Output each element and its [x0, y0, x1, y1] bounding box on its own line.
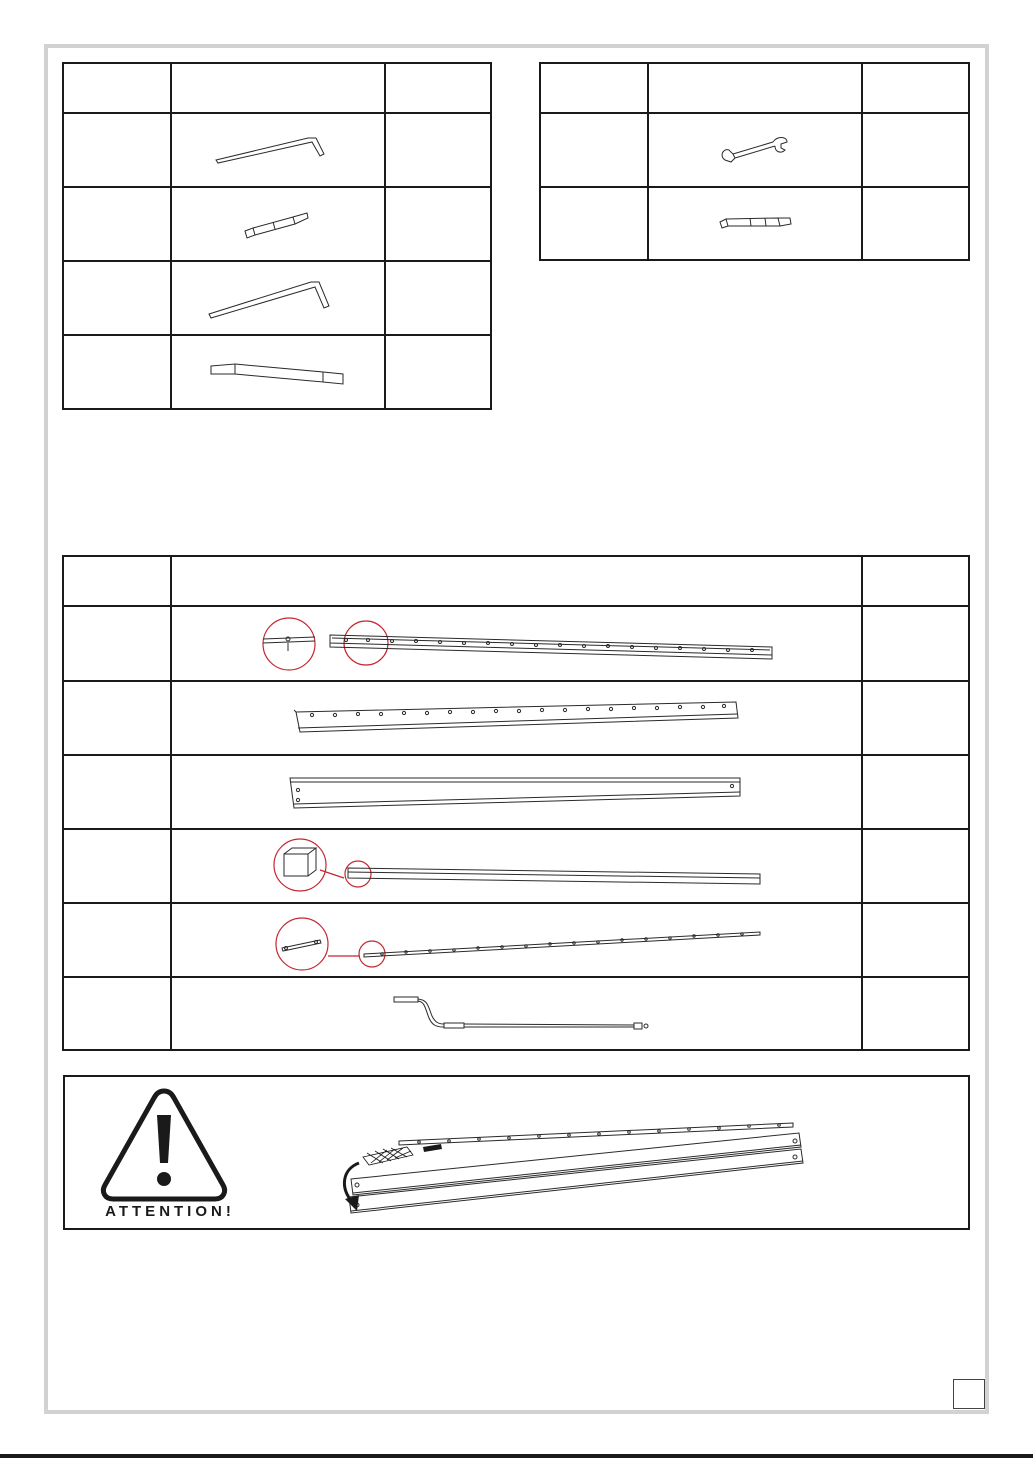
open-end-wrench-icon — [715, 130, 795, 170]
table-row — [541, 186, 968, 261]
socket-bar-icon — [203, 356, 353, 390]
tools-table-right — [539, 62, 970, 261]
parts-table — [62, 555, 970, 1051]
long-allen-key-icon — [203, 274, 353, 322]
table-row — [64, 680, 968, 754]
table-row — [64, 976, 968, 1051]
table-row — [64, 605, 968, 680]
table-header-row — [64, 557, 968, 607]
table-row — [541, 112, 968, 186]
screwdriver-bit-icon — [710, 210, 800, 240]
table-row — [64, 334, 490, 410]
attention-panel — [63, 1075, 970, 1230]
table-row — [64, 754, 968, 828]
attention-label: ATTENTION! — [105, 1203, 235, 1220]
assembly-illustration — [323, 1107, 883, 1227]
tools-table-left — [62, 62, 492, 410]
table-row — [64, 112, 490, 186]
plain-rail-icon — [172, 756, 861, 828]
bottom-rule — [0, 1454, 1033, 1458]
hex-bit-adapter-icon — [233, 207, 323, 241]
square-tube-rail-icon — [172, 830, 861, 902]
allen-key-icon — [208, 130, 348, 170]
perforated-channel-rail-icon — [172, 607, 861, 680]
thin-perforated-rod-icon — [172, 904, 861, 976]
perforated-rail-icon — [172, 682, 861, 754]
table-row — [64, 828, 968, 902]
crank-handle-icon — [172, 978, 861, 1051]
table-row — [64, 902, 968, 976]
table-header-row — [541, 64, 968, 114]
table-header-row — [64, 64, 490, 114]
table-row — [64, 260, 490, 334]
table-row — [64, 186, 490, 260]
page-number-box — [953, 1379, 985, 1409]
warning-triangle-icon — [99, 1085, 229, 1203]
